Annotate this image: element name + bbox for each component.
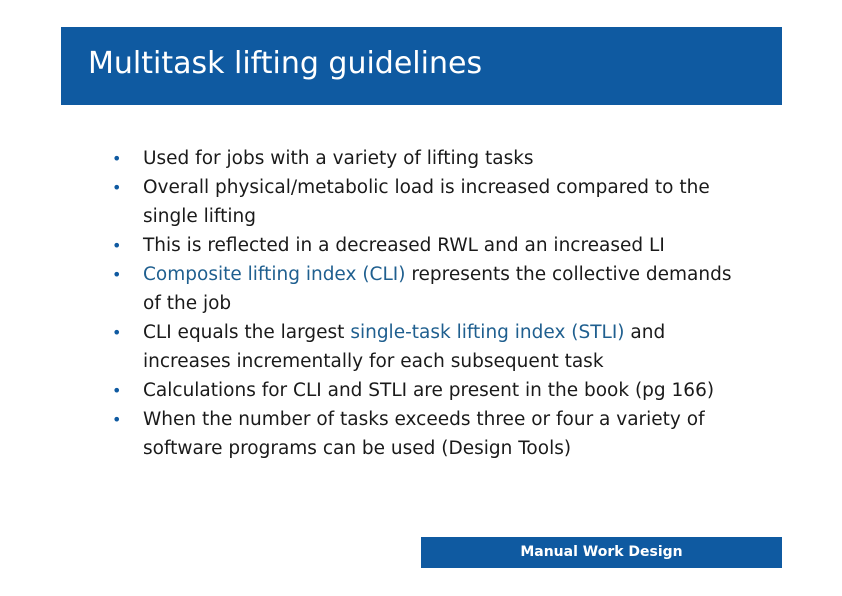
highlighted-term: single-task lifting index (STLI): [350, 322, 625, 343]
bullet-dot-icon: •: [112, 149, 122, 168]
title-banner: [61, 27, 782, 105]
bullet-item: [112, 144, 752, 173]
bullet-dot-icon: •: [112, 178, 122, 197]
bullet-text: When the number of tasks exceeds three or four a variety of software programs can be used (Design Tools): [143, 409, 705, 459]
footer-banner: [421, 537, 782, 568]
slide-title: Multitask lifting guidelines: [88, 46, 483, 81]
bullet-dot-icon: •: [112, 236, 122, 255]
highlighted-term: Composite lifting index (CLI): [143, 264, 406, 285]
bullet-text: and increases incrementally for each subsequent task: [143, 322, 666, 372]
bullet-dot-icon: •: [112, 410, 122, 429]
bullet-item: [112, 376, 752, 405]
bullet-item: [112, 231, 752, 260]
bullet-text: Calculations for CLI and STLI are present in the book (pg 166): [143, 380, 715, 401]
bullet-text: Overall physical/metabolic load is increased compared to the single lifting: [143, 177, 710, 227]
bullet-text: Used for jobs with a variety of lifting tasks: [143, 148, 534, 169]
bullet-list: [112, 144, 752, 463]
bullet-dot-icon: •: [112, 265, 122, 284]
bullet-item: [112, 318, 752, 376]
bullet-text: represents the collective demands of the job: [143, 264, 732, 314]
bullet-text: This is reflected in a decreased RWL and an increased LI: [143, 235, 665, 256]
bullet-dot-icon: •: [112, 323, 122, 342]
bullet-text: CLI equals the largest: [143, 322, 351, 343]
bullet-dot-icon: •: [112, 381, 122, 400]
footer-label: Manual Work Design: [520, 544, 683, 560]
bullet-item: [112, 405, 752, 463]
bullet-item: [112, 173, 752, 231]
bullet-item: [112, 260, 752, 318]
